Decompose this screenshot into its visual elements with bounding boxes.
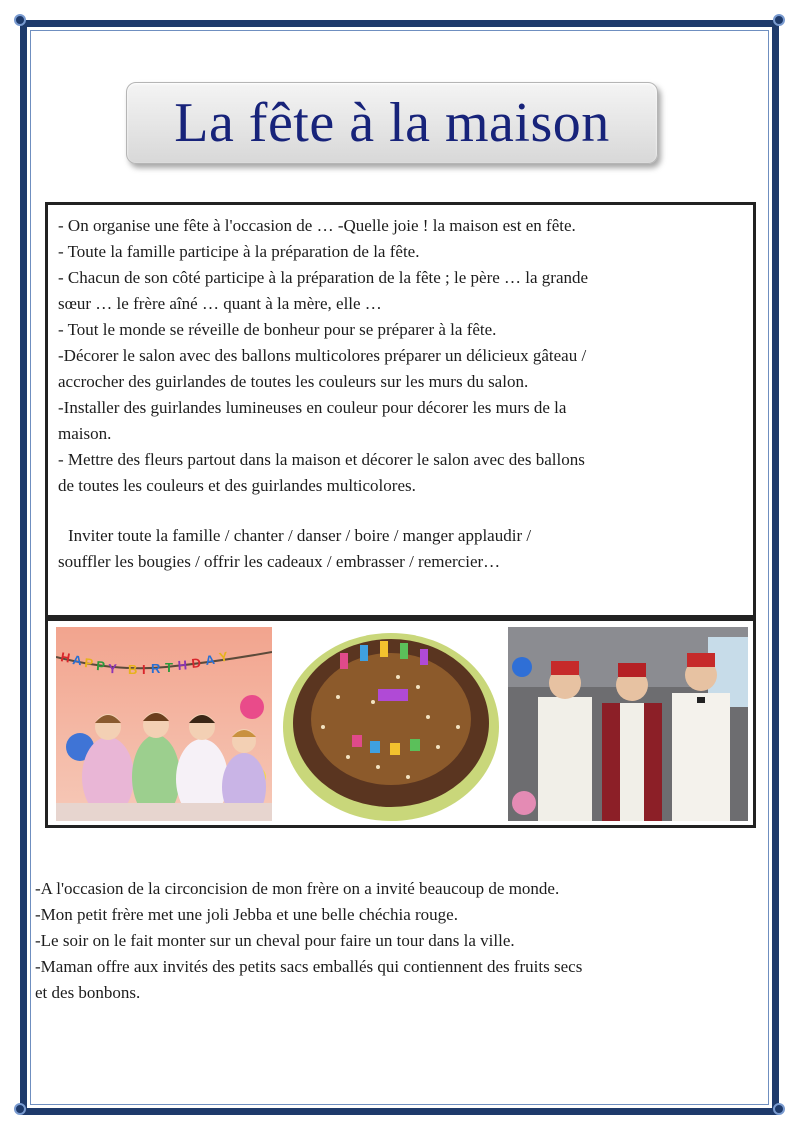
text-line: - Toute la famille participe à la préparation de la fête. (58, 242, 420, 261)
frame-corner-ornament (14, 14, 26, 26)
svg-text:B: B (128, 662, 138, 677)
verbs-line: souffler les bougies / offrir les cadeaux / embrasser / remercier… (58, 552, 501, 571)
text-line: - Tout le monde se réveille de bonheur pour se préparer à la fête. (58, 320, 497, 339)
frame-corner-ornament (773, 1103, 785, 1115)
text-line: -Décorer le salon avec des ballons multicolores préparer un délicieux gâteau / (58, 346, 587, 365)
svg-text:P: P (83, 655, 94, 671)
svg-text:D: D (190, 655, 202, 671)
photo-strip (45, 618, 756, 828)
svg-text:H: H (59, 649, 72, 666)
text-line: - Chacun de son côté participe à la préparation de la fête ; le père … la grande (58, 268, 589, 287)
svg-text:T: T (165, 660, 173, 675)
text-line: accrocher des guirlandes de toutes les couleurs sur les murs du salon. (58, 372, 529, 391)
svg-text:I: I (142, 662, 146, 677)
page-title: La fête à la maison (174, 92, 610, 154)
title-banner (126, 82, 658, 164)
svg-text:P: P (95, 658, 106, 674)
frame-corner-ornament (773, 14, 785, 26)
birthday-party-photo (56, 627, 272, 821)
text-line: sœur … le frère aîné … quant à la mère, elle … (58, 294, 382, 313)
birthday-cake-photo (278, 627, 504, 821)
text-line: -A l'occasion de la circoncision de mon frère on a invité beaucoup de monde. (35, 879, 560, 898)
svg-text:Y: Y (107, 661, 118, 677)
svg-text:Y: Y (217, 648, 230, 665)
text-line: -Maman offre aux invités des petits sacs emballés qui contiennent des fruits secs (35, 957, 583, 976)
text-line: et des bonbons. (35, 983, 141, 1002)
verbs-line: Inviter toute la famille / chanter / danser / boire / manger applaudir / (68, 526, 532, 545)
text-line: -Le soir on le fait monter sur un cheval pour faire un tour dans la ville. (35, 931, 515, 950)
text-line: - On organise une fête à l'occasion de … -Quelle joie ! la maison est en fête. (58, 216, 576, 235)
text-line: maison. (58, 424, 112, 443)
circumcision-celebration-photo (508, 627, 748, 821)
circumcision-paragraph (35, 876, 765, 1006)
svg-text:A: A (71, 652, 83, 669)
vocabulary-text-box (45, 202, 756, 618)
text-line: de toutes les couleurs et des guirlandes multicolores. (58, 476, 416, 495)
text-line: -Mon petit frère met une joli Jebba et une belle chéchia rouge. (35, 905, 458, 924)
frame-corner-ornament (14, 1103, 26, 1115)
svg-text:H: H (177, 657, 188, 673)
text-line: - Mettre des fleurs partout dans la maison et décorer le salon avec des ballons (58, 450, 585, 469)
svg-text:A: A (204, 651, 216, 668)
svg-text:R: R (151, 661, 161, 676)
text-line: -Installer des guirlandes lumineuses en couleur pour décorer les murs de la (58, 398, 567, 417)
